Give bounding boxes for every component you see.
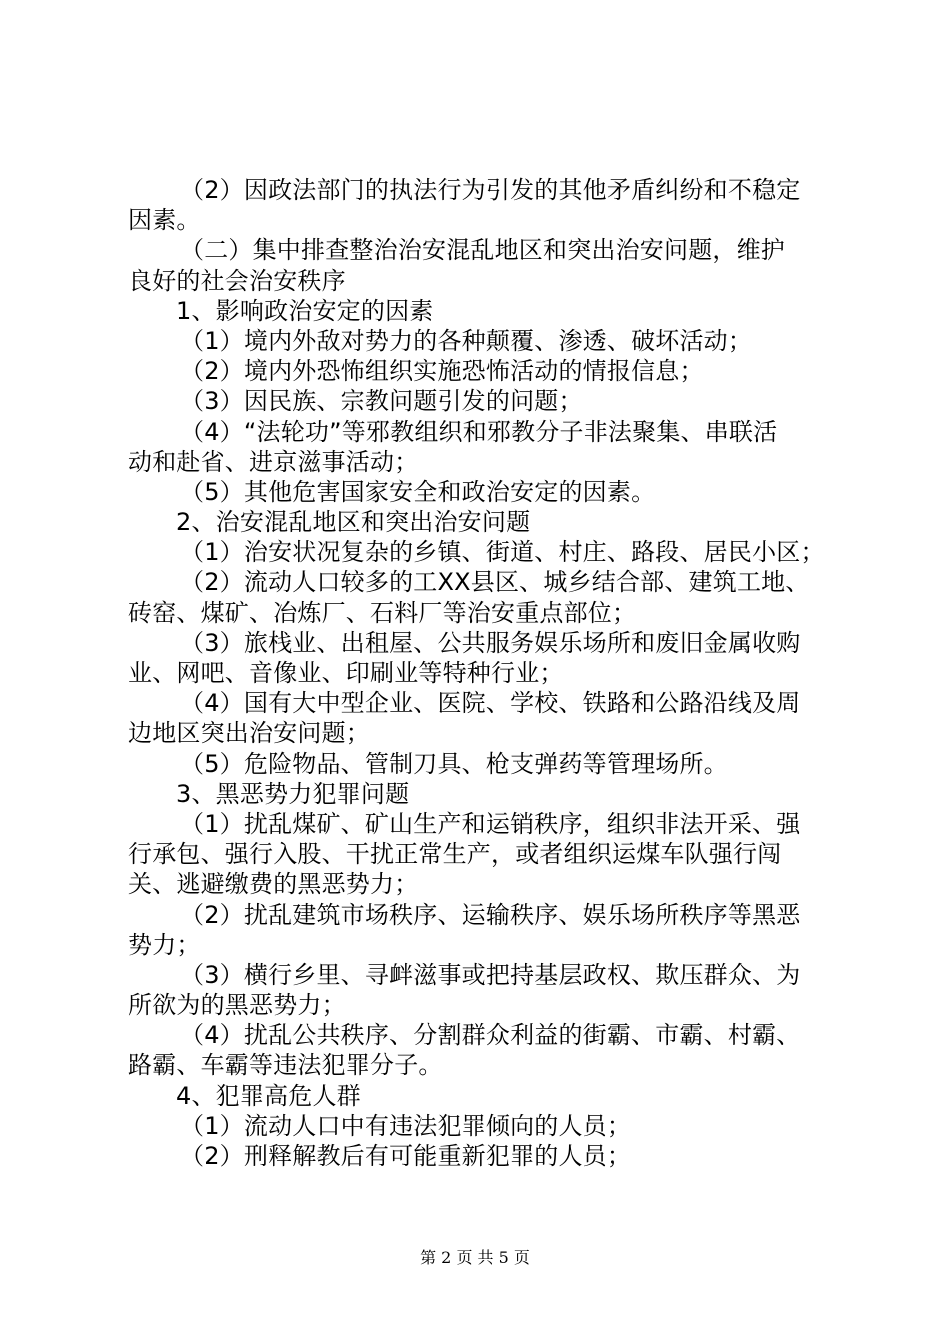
text-line: 所欲为的黑恶势力； xyxy=(128,991,346,1020)
text-line: 砖窑、煤矿、冶炼厂、石料厂等治安重点部位； xyxy=(128,598,637,627)
text-line: （2）境内外恐怖组织实施恐怖活动的情报信息； xyxy=(180,357,704,386)
text-line: 因素。 xyxy=(128,206,201,235)
page-footer: 第 2 页 共 5 页 xyxy=(420,1248,530,1267)
text-line: 业、网吧、音像业、印刷业等特种行业； xyxy=(128,659,564,687)
text-line: （二）集中排查整治治安混乱地区和突出治安问题，维护 xyxy=(180,236,785,265)
text-line: 行承包、强行入股、干扰正常生产，或者组织运煤车队强行闯 xyxy=(128,840,782,869)
text-line: 2、治安混乱地区和突出治安问题 xyxy=(176,508,531,537)
text-line: （4）“法轮功”等邪教组织和邪教分子非法聚集、串联活 xyxy=(180,417,778,446)
text-line: 势力； xyxy=(128,930,201,959)
document-body xyxy=(128,175,838,1171)
text-line: 良好的社会治安秩序 xyxy=(128,266,346,295)
text-line: （3）旅栈业、出租屋、公共服务娱乐场所和废旧金属收购 xyxy=(180,628,801,657)
text-line: （1）流动人口中有违法犯罪倾向的人员； xyxy=(180,1111,632,1140)
text-line: （3）横行乡里、寻衅滋事或把持基层政权、欺压群众、为 xyxy=(180,960,801,989)
text-line: （4）扰乱公共秩序、分割群众利益的街霸、市霸、村霸、 xyxy=(180,1021,801,1050)
text-line: （5）其他危害国家安全和政治安定的因素。 xyxy=(180,477,656,506)
text-line: 动和赴省、进京滋事活动； xyxy=(128,447,419,476)
text-line: 边地区突出治安问题； xyxy=(128,719,370,748)
text-line: （1）境内外敌对势力的各种颠覆、渗透、破坏活动； xyxy=(180,326,753,355)
text-line: 1、影响政治安定的因素 xyxy=(176,296,434,325)
text-line: （2）刑释解教后有可能重新犯罪的人员； xyxy=(180,1142,632,1170)
text-line: （2）流动人口较多的工XX县区、城乡结合部、建筑工地、 xyxy=(180,568,810,597)
text-line: （5）危险物品、管制刀具、枪支弹药等管理场所。 xyxy=(180,749,728,778)
text-line: （4）国有大中型企业、医院、学校、铁路和公路沿线及周 xyxy=(180,689,801,718)
text-line: 关、逃避缴费的黑恶势力； xyxy=(128,870,419,899)
text-line: （1）扰乱煤矿、矿山生产和运销秩序，组织非法开采、强 xyxy=(180,809,801,838)
text-line: （2）因政法部门的执法行为引发的其他矛盾纠纷和不稳定 xyxy=(180,176,801,204)
text-line: 路霸、车霸等违法犯罪分子。 xyxy=(128,1051,443,1080)
text-line: 3、黑恶势力犯罪问题 xyxy=(176,779,410,808)
text-line: 4、犯罪高危人群 xyxy=(176,1081,361,1110)
text-line: （3）因民族、宗教问题引发的问题； xyxy=(180,387,583,416)
text-line: （1）治安状况复杂的乡镇、街道、村庄、路段、居民小区； xyxy=(180,538,825,567)
text-line: （2）扰乱建筑市场秩序、运输秩序、娱乐场所秩序等黑恶 xyxy=(180,900,801,929)
